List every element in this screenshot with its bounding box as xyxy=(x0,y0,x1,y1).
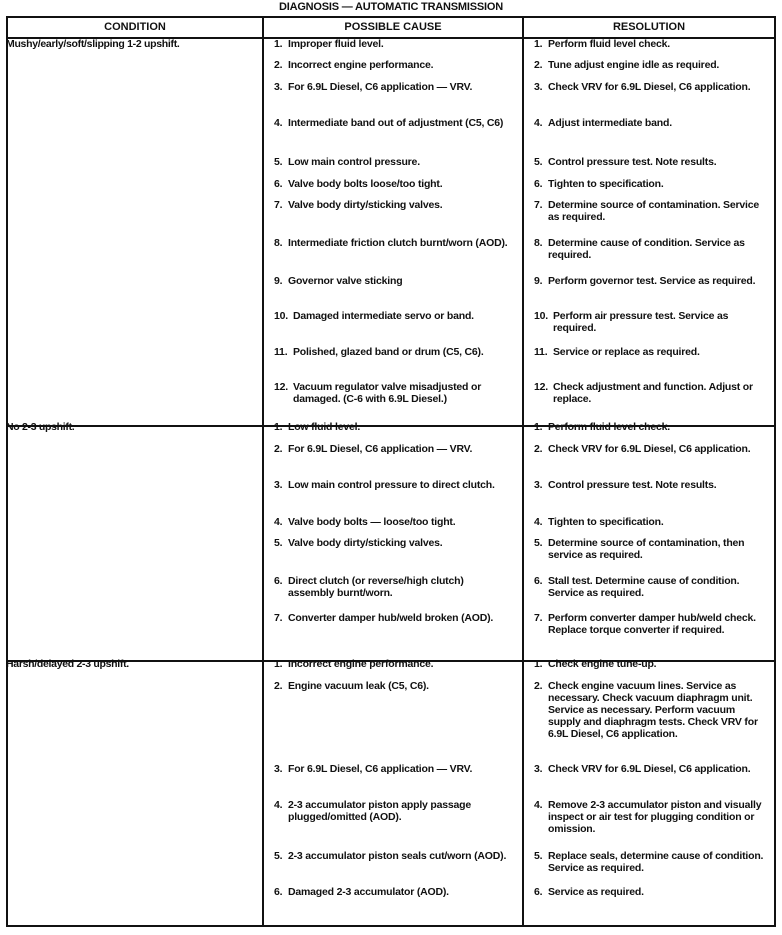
cause-text: 2-3 accumulator piston apply passage plugged/omitted (AOD). xyxy=(288,799,472,823)
cause-text: Converter damper hub/weld broken (AOD). xyxy=(288,612,494,624)
item-number: 3. xyxy=(274,81,283,93)
resolution-text: Tune adjust engine idle as required. xyxy=(548,59,720,71)
resolution-text: Determine source of contamination. Service as required. xyxy=(548,199,759,223)
item-number: 2. xyxy=(534,443,543,455)
cause-text: Polished, glazed band or drum (C5, C6). xyxy=(293,346,484,358)
possible-cause-item xyxy=(274,850,510,862)
resolution-item xyxy=(534,381,770,405)
resolution-item xyxy=(534,421,770,433)
item-number: 12. xyxy=(274,381,288,393)
item-number: 5. xyxy=(534,850,543,862)
item-number: 4. xyxy=(534,117,543,129)
cause-text: For 6.9L Diesel, C6 application — VRV. xyxy=(288,81,473,93)
possible-cause-item xyxy=(274,537,510,549)
cause-text: Incorrect engine performance. xyxy=(288,59,434,71)
column-divider xyxy=(522,18,524,925)
item-number: 5. xyxy=(534,156,543,168)
item-number: 1. xyxy=(274,421,283,433)
item-number: 7. xyxy=(274,612,283,624)
diagnosis-table xyxy=(6,16,776,927)
item-number: 1. xyxy=(534,658,543,670)
cause-text: For 6.9L Diesel, C6 application — VRV. xyxy=(288,763,473,775)
item-number: 9. xyxy=(534,275,543,287)
possible-cause-item xyxy=(274,81,510,93)
item-number: 5. xyxy=(274,156,283,168)
resolution-item xyxy=(534,850,770,874)
resolution-text: Service or replace as required. xyxy=(553,346,700,358)
column-header-possible-cause: POSSIBLE CAUSE xyxy=(344,21,442,33)
item-number: 10. xyxy=(534,310,548,322)
possible-cause-item xyxy=(274,237,510,249)
item-number: 2. xyxy=(534,59,543,71)
table-title: DIAGNOSIS — AUTOMATIC TRANSMISSION xyxy=(278,1,503,13)
item-number: 3. xyxy=(534,763,543,775)
cause-text: 2-3 accumulator piston seals cut/worn (AOD). xyxy=(288,850,507,862)
item-number: 4. xyxy=(534,799,543,811)
possible-cause-item xyxy=(274,156,510,168)
resolution-text: Stall test. Determine cause of condition. Service as required. xyxy=(548,575,740,599)
resolution-text: Check engine vacuum lines. Service as necessary. Check vacuum diaphragm unit. Service as necessary. Perform vacuum supply and diaphragm tests. Check VRV for 6.9L Diesel, C6 application. xyxy=(548,680,758,740)
resolution-item xyxy=(534,612,770,636)
resolution-item xyxy=(534,443,770,455)
item-number: 2. xyxy=(274,680,283,692)
item-number: 11. xyxy=(274,346,288,358)
item-number: 2. xyxy=(274,443,283,455)
item-number: 1. xyxy=(534,38,543,50)
resolution-text: Remove 2-3 accumulator piston and visually inspect or air test for plugging condition or omission. xyxy=(548,799,762,835)
resolution-text: Perform fluid level check. xyxy=(548,38,671,50)
possible-cause-item xyxy=(274,886,510,898)
possible-cause-item xyxy=(274,38,510,50)
item-number: 11. xyxy=(534,346,548,358)
resolution-item xyxy=(534,799,770,835)
item-number: 3. xyxy=(274,479,283,491)
resolution-text: Control pressure test. Note results. xyxy=(548,156,717,168)
resolution-item xyxy=(534,575,770,599)
resolution-item xyxy=(534,516,770,528)
cause-text: Low main control pressure. xyxy=(288,156,420,168)
item-number: 6. xyxy=(274,886,283,898)
resolution-item xyxy=(534,81,770,93)
item-number: 6. xyxy=(534,178,543,190)
item-number: 3. xyxy=(534,81,543,93)
item-number: 6. xyxy=(534,886,543,898)
item-number: 9. xyxy=(274,275,283,287)
cause-text: Valve body dirty/sticking valves. xyxy=(288,537,443,549)
possible-cause-item xyxy=(274,443,510,455)
resolution-item xyxy=(534,117,770,129)
cause-text: Damaged intermediate servo or band. xyxy=(293,310,474,322)
column-header-condition: CONDITION xyxy=(104,21,166,33)
column-header-resolution: RESOLUTION xyxy=(612,21,686,33)
item-number: 4. xyxy=(274,799,283,811)
cause-text: Intermediate band out of adjustment (C5, C6) xyxy=(288,117,504,129)
resolution-text: Check adjustment and function. Adjust or replace. xyxy=(553,381,753,405)
condition-cell: Mushy/early/soft/slipping 1-2 upshift. xyxy=(6,38,180,50)
resolution-item xyxy=(534,537,770,561)
cause-text: Valve body bolts — loose/too tight. xyxy=(288,516,456,528)
cause-text: Incorrect engine performance. xyxy=(288,658,434,670)
resolution-text: Check engine tune-up. xyxy=(548,658,657,670)
item-number: 4. xyxy=(274,117,283,129)
resolution-text: Check VRV for 6.9L Diesel, C6 application. xyxy=(548,443,751,455)
cause-text: Direct clutch (or reverse/high clutch) assembly burnt/worn. xyxy=(288,575,464,599)
resolution-item xyxy=(534,886,770,898)
possible-cause-item xyxy=(274,59,510,71)
cause-text: Vacuum regulator valve misadjusted or damaged. (C-6 with 6.9L Diesel.) xyxy=(293,381,482,405)
resolution-item xyxy=(534,275,770,287)
item-number: 7. xyxy=(534,612,543,624)
item-number: 4. xyxy=(274,516,283,528)
possible-cause-item xyxy=(274,117,510,129)
resolution-text: Tighten to specification. xyxy=(548,516,664,528)
item-number: 8. xyxy=(274,237,283,249)
resolution-text: Perform fluid level check. xyxy=(548,421,671,433)
resolution-text: Tighten to specification. xyxy=(548,178,664,190)
resolution-text: Determine source of contamination, then service as required. xyxy=(548,537,745,561)
resolution-item xyxy=(534,199,770,223)
resolution-text: Perform converter damper hub/weld check. Replace torque converter if required. xyxy=(548,612,756,636)
item-number: 1. xyxy=(274,658,283,670)
possible-cause-item xyxy=(274,178,510,190)
resolution-item xyxy=(534,763,770,775)
resolution-text: Control pressure test. Note results. xyxy=(548,479,717,491)
possible-cause-item xyxy=(274,612,510,624)
cause-text: Valve body dirty/sticking valves. xyxy=(288,199,443,211)
item-number: 3. xyxy=(274,763,283,775)
item-number: 1. xyxy=(534,421,543,433)
resolution-item xyxy=(534,658,770,670)
item-number: 3. xyxy=(534,479,543,491)
item-number: 6. xyxy=(534,575,543,587)
possible-cause-item xyxy=(274,346,510,358)
resolution-text: Adjust intermediate band. xyxy=(548,117,672,129)
resolution-text: Service as required. xyxy=(548,886,644,898)
item-number: 7. xyxy=(274,199,283,211)
resolution-text: Perform governor test. Service as required. xyxy=(548,275,756,287)
item-number: 5. xyxy=(534,537,543,549)
cause-text: Low main control pressure to direct clutch. xyxy=(288,479,495,491)
possible-cause-item xyxy=(274,575,510,599)
resolution-text: Check VRV for 6.9L Diesel, C6 application. xyxy=(548,81,751,93)
cause-text: Engine vacuum leak (C5, C6). xyxy=(288,680,429,692)
item-number: 4. xyxy=(534,516,543,528)
resolution-item xyxy=(534,237,770,261)
possible-cause-item xyxy=(274,381,510,405)
possible-cause-item xyxy=(274,799,510,823)
cause-text: Valve body bolts loose/too tight. xyxy=(288,178,443,190)
item-number: 5. xyxy=(274,850,283,862)
resolution-item xyxy=(534,680,770,740)
cause-text: Low fluid level. xyxy=(288,421,361,433)
possible-cause-item xyxy=(274,421,510,433)
resolution-text: Replace seals, determine cause of condition. Service as required. xyxy=(548,850,764,874)
item-number: 8. xyxy=(534,237,543,249)
possible-cause-item xyxy=(274,275,510,287)
possible-cause-item xyxy=(274,763,510,775)
item-number: 10. xyxy=(274,310,288,322)
item-number: 6. xyxy=(274,575,283,587)
possible-cause-item xyxy=(274,680,510,692)
item-number: 6. xyxy=(274,178,283,190)
condition-cell: No 2-3 upshift. xyxy=(6,421,75,433)
item-number: 12. xyxy=(534,381,548,393)
item-number: 2. xyxy=(274,59,283,71)
resolution-item xyxy=(534,310,770,334)
resolution-item xyxy=(534,178,770,190)
possible-cause-item xyxy=(274,516,510,528)
resolution-text: Check VRV for 6.9L Diesel, C6 application. xyxy=(548,763,751,775)
item-number: 2. xyxy=(534,680,543,692)
cause-text: For 6.9L Diesel, C6 application — VRV. xyxy=(288,443,473,455)
resolution-text: Determine cause of condition. Service as required. xyxy=(548,237,745,261)
possible-cause-item xyxy=(274,658,510,670)
cause-text: Governor valve sticking xyxy=(288,275,403,287)
resolution-item xyxy=(534,59,770,71)
possible-cause-item xyxy=(274,310,510,322)
column-divider xyxy=(262,18,264,925)
cause-text: Intermediate friction clutch burnt/worn (AOD). xyxy=(288,237,508,249)
item-number: 7. xyxy=(534,199,543,211)
resolution-item xyxy=(534,156,770,168)
condition-cell: Harsh/delayed 2-3 upshift. xyxy=(6,658,129,670)
item-number: 1. xyxy=(274,38,283,50)
cause-text: Improper fluid level. xyxy=(288,38,384,50)
item-number: 5. xyxy=(274,537,283,549)
resolution-item xyxy=(534,346,770,358)
resolution-item xyxy=(534,479,770,491)
possible-cause-item xyxy=(274,199,510,211)
resolution-text: Perform air pressure test. Service as required. xyxy=(553,310,729,334)
possible-cause-item xyxy=(274,479,510,491)
resolution-item xyxy=(534,38,770,50)
cause-text: Damaged 2-3 accumulator (AOD). xyxy=(288,886,449,898)
